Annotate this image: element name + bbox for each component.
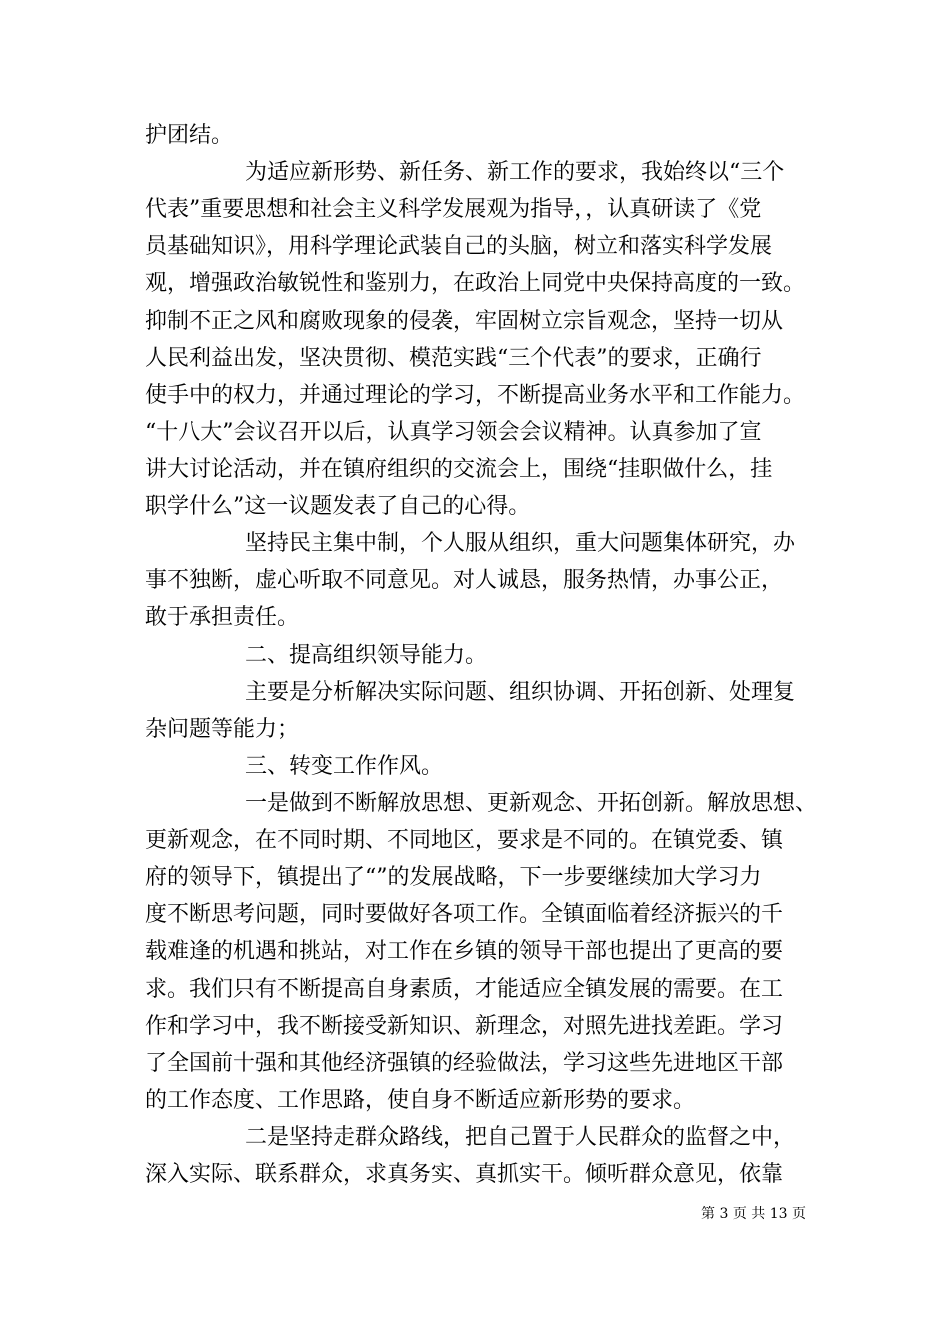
text-line: 主要是分析解决实际问题、组织协调、开拓创新、处理复 [245, 680, 796, 705]
text-line: 讲大讨论活动，并在镇府组织的交流会上，围绕“挂职做什么，挂 [145, 457, 773, 482]
text-line: 更新观念，在不同时期、不同地区，要求是不同的。在镇党委、镇 [145, 828, 784, 853]
text-line: 二是坚持走群众路线，把自己置于人民群众的监督之中， [245, 1125, 796, 1150]
text-line: 护团结。 [145, 123, 234, 148]
section-heading: 二、提高组织领导能力。 [245, 643, 488, 668]
text-line: 职学什么”这一议题发表了自己的心得。 [145, 494, 531, 519]
text-line: “十八大”会议召开以后，认真学习领会会议精神。认真参加了宣 [145, 420, 762, 445]
text-line: 坚持民主集中制，个人服从组织，重大问题集体研究，办 [245, 531, 796, 556]
text-line: 使手中的权力，并通过理论的学习，不断提高业务水平和工作能力。 [145, 383, 806, 408]
text-line: 观，增强政治敏锐性和鉴别力，在政治上同党中央保持高度的一致。 [145, 271, 806, 296]
text-line: 杂问题等能力； [145, 717, 300, 742]
text-line: 人民利益出发，坚决贯彻、模范实践“三个代表”的要求，正确行 [145, 346, 762, 371]
text-line: 深入实际、联系群众，求真务实、真抓实干。倾听群众意见，依靠 [145, 1162, 784, 1187]
text-line: 求。我们只有不断提高自身素质，才能适应全镇发展的需要。在工 [145, 977, 784, 1002]
text-line: 抑制不正之风和腐败现象的侵袭，牢固树立宗旨观念，坚持一切从 [145, 309, 784, 334]
text-line: 了全国前十强和其他经济强镇的经验做法，学习这些先进地区干部 [145, 1051, 784, 1076]
text-line: 员基础知识》，用科学理论武装自己的头脑，树立和落实科学发展 [145, 234, 773, 259]
text-line: 载难逢的机遇和挑站，对工作在乡镇的领导干部也提出了更高的要 [145, 939, 784, 964]
text-line: 的工作态度、工作思路，使自身不断适应新形势的要求。 [145, 1088, 696, 1113]
text-line: 敢于承担责任。 [145, 605, 300, 630]
text-line: 一是做到不断解放思想、更新观念、开拓创新。解放思想、 [245, 791, 818, 816]
text-line: 度不断思考问题，同时要做好各项工作。全镇面临着经济振兴的千 [145, 902, 784, 927]
section-heading: 三、转变工作作风。 [245, 754, 444, 779]
text-line: 为适应新形势、新任务、新工作的要求，我始终以“三个 [245, 160, 785, 185]
text-line: 代表”重要思想和社会主义科学发展观为指导，，认真研读了《党 [145, 197, 762, 222]
text-line: 作和学习中，我不断接受新知识、新理念，对照先进找差距。学习 [145, 1014, 784, 1039]
text-line: 事不独断，虚心听取不同意见。对人诚恳，服务热情，办事公正， [145, 568, 784, 593]
text-line: 府的领导下，镇提出了“”的发展战略，下一步要继续加大学习力 [145, 865, 762, 890]
page-number: 第 3 页 共 13 页 [701, 1206, 806, 1222]
